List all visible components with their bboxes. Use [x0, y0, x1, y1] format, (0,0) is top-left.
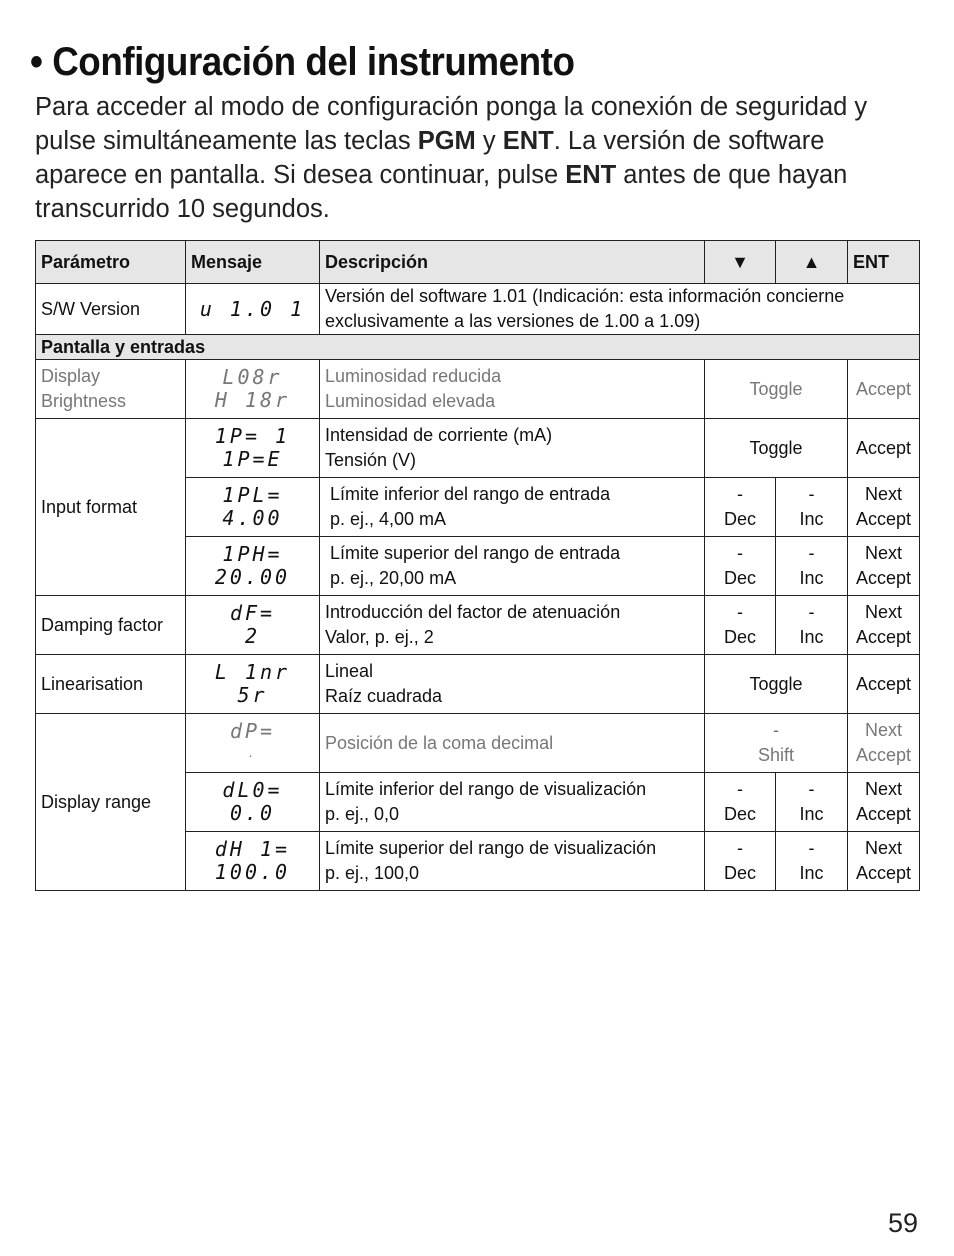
display-message: L 1nr: [214, 660, 291, 684]
down-cell: [705, 478, 776, 537]
description-line: Raíz cuadrada: [325, 686, 443, 706]
description-cell: [320, 832, 705, 891]
description-line: Luminosidad reducida: [325, 366, 502, 386]
ent-cell: [848, 596, 920, 655]
shift-cell: [705, 714, 848, 773]
header-param: Parámetro: [36, 241, 186, 284]
dec-label: Dec: [723, 863, 756, 883]
display-message: 1P=E: [222, 447, 283, 471]
intro-text-3: . La versión de software aparece en pantalla. Si desea continuar, pulse: [35, 127, 825, 189]
description-cell: [320, 478, 705, 537]
display-message: .: [247, 749, 258, 760]
display-message: dP=: [229, 719, 276, 743]
ent-cell: [848, 537, 920, 596]
next-label: Next: [864, 543, 902, 563]
intro-text-2: y: [475, 127, 503, 155]
inc-label: Inc: [799, 509, 824, 529]
description-cell: Versión del software 1.01 (Indicación: esta información concierne exclusivamente a las versiones de 1.00 a 1.09): [320, 284, 920, 335]
description-cell: [320, 655, 705, 714]
next-label: Next: [864, 484, 902, 504]
dec-label: Dec: [723, 568, 756, 588]
display-message: 1PL=: [222, 483, 283, 507]
dash: -: [737, 543, 743, 563]
inc-label: Inc: [799, 804, 824, 824]
display-message: dH 1=: [214, 837, 291, 861]
dash: -: [808, 838, 815, 858]
description-cell: [320, 537, 705, 596]
message-cell: [186, 773, 320, 832]
inc-label: Inc: [799, 627, 824, 647]
description-cell: Posición de la coma decimal: [320, 714, 705, 773]
description-line: p. ej., 0,0: [325, 804, 400, 824]
description-line: Límite inferior del rango de entrada: [330, 484, 611, 504]
description-cell: [320, 360, 705, 419]
description-line: Límite inferior del rango de visualización: [325, 779, 647, 799]
display-message: 20.00: [214, 565, 291, 589]
display-message: u 1.0 1: [199, 296, 306, 321]
up-cell: [776, 596, 848, 655]
toggle-cell: Toggle: [705, 360, 848, 419]
dash: -: [737, 838, 743, 858]
table-row-linearisation: [36, 655, 920, 714]
ent-cell: [848, 714, 920, 773]
message-cell: [186, 596, 320, 655]
header-ent: ENT: [848, 241, 920, 284]
header-up-arrow-icon: ▲: [776, 241, 848, 284]
header-row: [36, 241, 920, 284]
dash: -: [808, 602, 815, 622]
description-line: Valor, p. ej., 2: [325, 627, 434, 647]
message-cell: [186, 284, 320, 335]
up-cell: [776, 537, 848, 596]
intro-paragraph: [35, 90, 920, 226]
param-cell: S/W Version: [36, 284, 186, 335]
ent-cell: Accept: [848, 419, 920, 478]
section-row: [36, 335, 920, 360]
display-message: L08r: [222, 365, 283, 389]
table-row-display-brightness: [36, 360, 920, 419]
display-message: 5r: [237, 683, 268, 707]
dash: -: [737, 484, 743, 504]
page-title: • Configuración del instrumento: [30, 40, 575, 84]
table-row-display-range-1: [36, 714, 920, 773]
ent-cell: [848, 478, 920, 537]
next-label: Next: [864, 720, 902, 740]
next-label: Next: [864, 779, 902, 799]
table-row-input-format-1: [36, 419, 920, 478]
header-down-arrow-icon: ▼: [705, 241, 776, 284]
accept-label: Accept: [855, 863, 912, 883]
up-cell: [776, 832, 848, 891]
description-line: Luminosidad elevada: [325, 391, 496, 411]
display-message: 100.0: [214, 860, 291, 884]
next-label: Next: [864, 838, 902, 858]
page-number: 59: [887, 1208, 918, 1238]
accept-label: Accept: [855, 804, 912, 824]
message-cell: [186, 537, 320, 596]
description-cell: [320, 596, 705, 655]
description-cell: [320, 773, 705, 832]
display-message: 4.00: [222, 506, 283, 530]
dash: -: [808, 484, 815, 504]
shift-label: Shift: [757, 745, 795, 765]
display-message: 0.0: [229, 801, 276, 825]
header-description: Descripción: [320, 241, 705, 284]
param-cell: Input format: [36, 419, 186, 596]
param-cell: Damping factor: [36, 596, 186, 655]
ent-cell: [848, 832, 920, 891]
message-cell: [186, 655, 320, 714]
key-pgm: PGM: [417, 127, 476, 155]
key-ent: ENT: [502, 127, 554, 155]
accept-label: Accept: [855, 627, 912, 647]
description-line: Límite superior del rango de visualización: [325, 838, 657, 858]
description-line: Introducción del factor de atenuación: [325, 602, 621, 622]
table-row-sw-version: [36, 284, 920, 335]
intro-text-1: Para acceder al modo de configuración ponga la conexión de seguridad y pulse simultáneamente las teclas: [35, 93, 868, 155]
display-message: dF=: [229, 601, 276, 625]
param-cell: Display range: [36, 714, 186, 891]
intro-text-4: antes de que hayan transcurrido 10 segundos.: [35, 161, 848, 223]
message-cell: [186, 360, 320, 419]
configuration-table: [35, 240, 920, 891]
ent-cell: Accept: [848, 655, 920, 714]
down-cell: [705, 537, 776, 596]
message-cell: [186, 478, 320, 537]
message-cell: [186, 832, 320, 891]
inc-label: Inc: [799, 568, 824, 588]
accept-label: Accept: [855, 568, 912, 588]
dash: -: [737, 779, 743, 799]
next-label: Next: [864, 602, 902, 622]
down-cell: [705, 832, 776, 891]
description-line: Intensidad de corriente (mA): [325, 425, 553, 445]
param-cell: Linearisation: [36, 655, 186, 714]
accept-label: Accept: [855, 509, 912, 529]
message-cell: [186, 419, 320, 478]
header-message: Mensaje: [186, 241, 320, 284]
description-line: p. ej., 100,0: [325, 863, 420, 883]
ent-cell: Accept: [848, 360, 920, 419]
key-ent-2: ENT: [565, 161, 617, 189]
down-cell: [705, 596, 776, 655]
dec-label: Dec: [723, 627, 756, 647]
dash: -: [737, 602, 743, 622]
display-message: dL0=: [222, 778, 283, 802]
description-line: Tensión (V): [325, 450, 417, 470]
table-row-damping-factor: [36, 596, 920, 655]
up-cell: [776, 478, 848, 537]
param-cell: Display Brightness: [36, 360, 186, 419]
ent-cell: [848, 773, 920, 832]
display-message: 1P= 1: [214, 424, 291, 448]
toggle-cell: Toggle: [705, 655, 848, 714]
description-line: p. ej., 4,00 mA: [330, 509, 447, 529]
inc-label: Inc: [799, 863, 824, 883]
toggle-cell: Toggle: [705, 419, 848, 478]
message-cell: [186, 714, 320, 773]
description-cell: [320, 419, 705, 478]
display-message: 2: [244, 624, 261, 648]
display-message: 1PH=: [222, 542, 283, 566]
description-line: p. ej., 20,00 mA: [330, 568, 457, 588]
dec-label: Dec: [723, 509, 756, 529]
description-line: Límite superior del rango de entrada: [330, 543, 621, 563]
section-title: Pantalla y entradas: [36, 335, 920, 360]
down-cell: [705, 773, 776, 832]
description-line: Lineal: [325, 661, 374, 681]
display-message: H 18r: [214, 388, 291, 412]
dash: -: [773, 720, 779, 740]
accept-label: Accept: [855, 745, 912, 765]
dash: -: [808, 543, 815, 563]
dash: -: [808, 779, 815, 799]
dec-label: Dec: [723, 804, 756, 824]
up-cell: [776, 773, 848, 832]
